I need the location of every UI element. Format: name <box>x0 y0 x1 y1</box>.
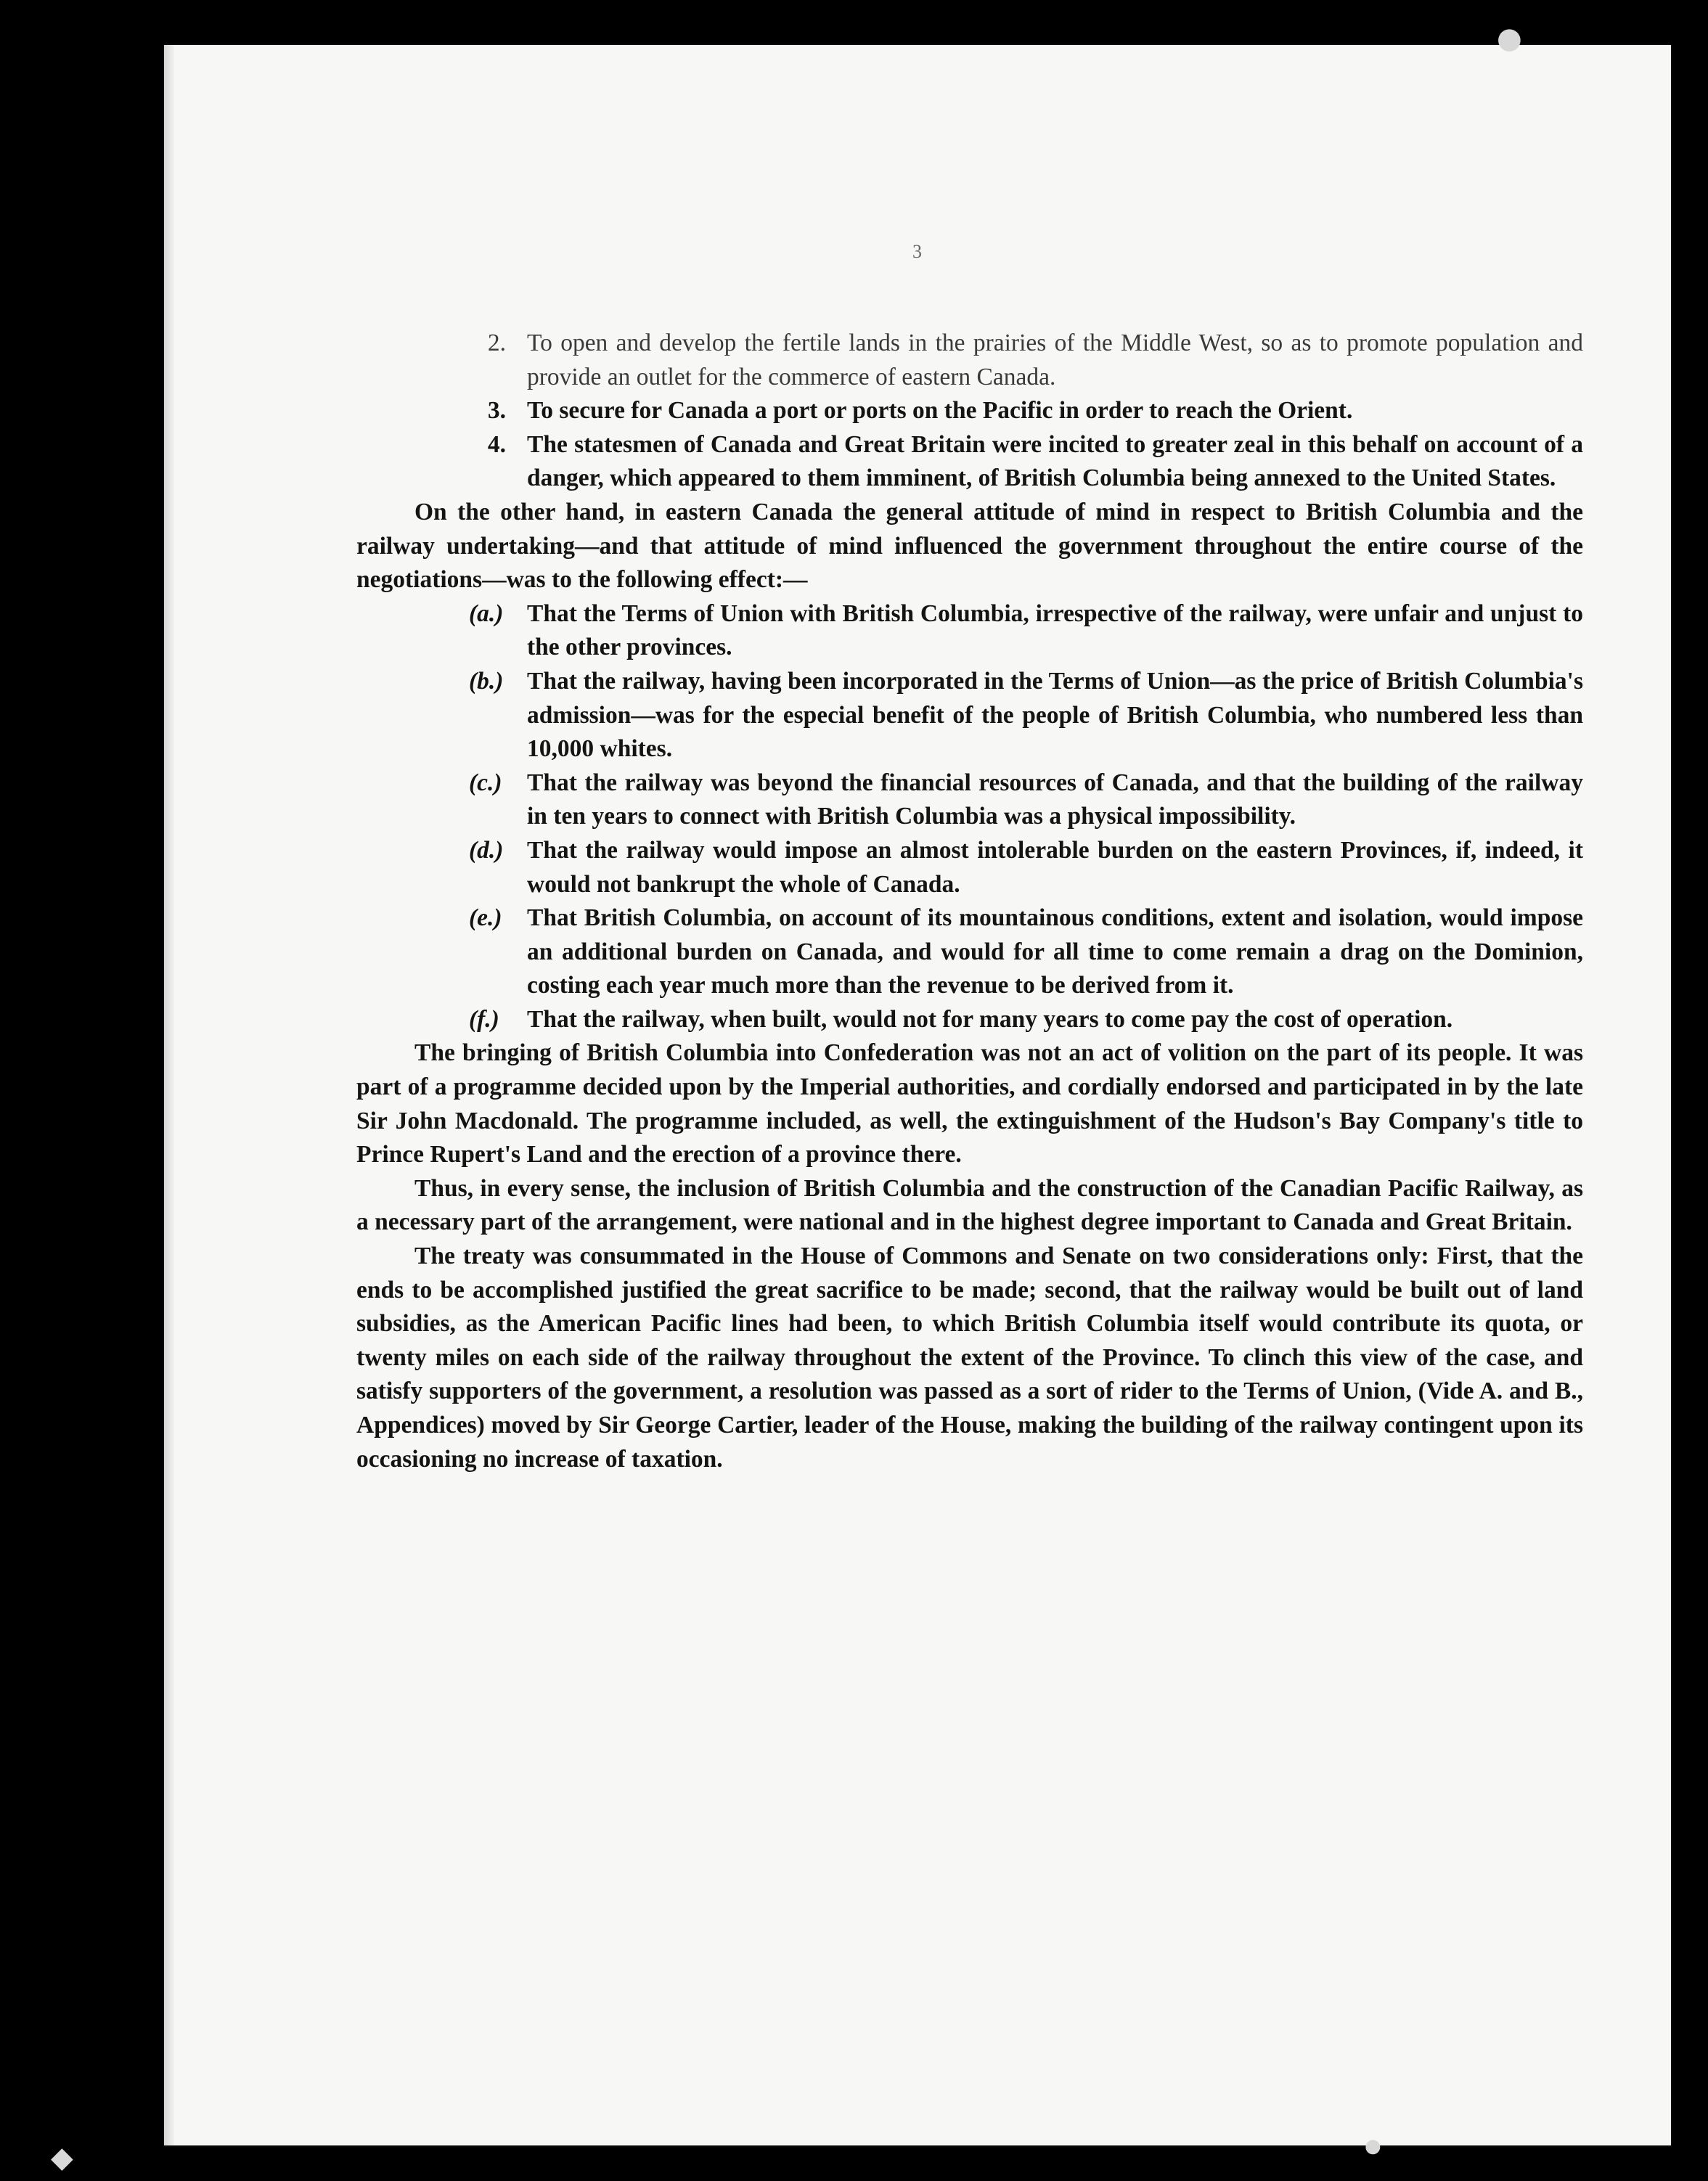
body-paragraph-treaty: The treaty was consummated in the House of Commons and Senate on two considerations only: First, that the ends to be accomplished justified the great sacrifice to be made; second, that the railway would be built out of land subsidies, as the American Pacific lines had been, to which British Columbia itself would contribute its quota, or twenty miles on each side of the railway throughout the extent of the Province. To clinch this view of the case, and satisfy supporters of the government, a resolution was passed as a sort of rider to the Terms of Union, (Vide A. and B., Appendices) moved by Sir George Cartier, leader of the House, making the building of the railway contingent upon its occasioning no increase of taxation. <box>356 1243 1583 1473</box>
lettered-item-text: That the railway, when built, would not for many years to come pay the cost of operation. <box>527 1005 1453 1033</box>
lettered-item-e <box>356 901 1583 1003</box>
lettered-item-marker: (e.) <box>469 904 502 932</box>
numbered-item-marker: 4. <box>487 430 506 458</box>
numbered-item-marker: 3. <box>487 397 506 425</box>
page-number: 3 <box>912 241 923 262</box>
lettered-item-c <box>356 766 1583 834</box>
lettered-item-text: That British Columbia, on account of its mountainous conditions, extent and isolation, would impose an additional burden on Canada, and would for all time to come remain a drag on the Dominion, costing each year much more than the revenue to be derived from it. <box>527 904 1583 999</box>
intro-paragraph: On the other hand, in eastern Canada the general attitude of mind in respect to British Columbia and the railway undertaking—and that attitude of mind influenced the government throughout the entire course of the negotiations—was to the following effect:— <box>356 498 1583 594</box>
numbered-list <box>356 327 1583 496</box>
page-gutter <box>164 45 174 2145</box>
numbered-item-4 <box>356 428 1583 496</box>
page-body <box>356 327 1583 1476</box>
numbered-item-text: To secure for Canada a port or ports on the Pacific in order to reach the Orient. <box>527 397 1353 425</box>
lettered-item-marker: (d.) <box>469 836 504 864</box>
body-paragraph-national-importance: Thus, in every sense, the inclusion of British Columbia and the construction of the Canadian Pacific Railway, as a necessary part of the arrangement, were national and in the highest degree important to Canada and Great Britain. <box>356 1174 1583 1236</box>
numbered-item-text: The statesmen of Canada and Great Britain were incited to greater zeal in this behalf on account of a danger, which appeared to them imminent, of British Columbia being annexed to the United States. <box>527 430 1583 492</box>
lettered-item-b <box>356 665 1583 766</box>
lettered-item-marker: (c.) <box>469 769 502 796</box>
lettered-item-marker: (b.) <box>469 667 504 695</box>
lettered-item-text: That the railway would impose an almost intolerable burden on the eastern Provinces, if, indeed, it would not bankrupt the whole of Canada. <box>527 836 1583 898</box>
body-paragraph-confederation: The bringing of British Columbia into Confederation was not an act of volition on the part of its people. It was part of a programme decided upon by the Imperial authorities, and cordially endorsed and participated in by the late Sir John Macdonald. The programme included, as well, the extinguishment of the Hudson's Bay Company's title to Prince Rupert's Land and the erection of a province there. <box>356 1039 1583 1169</box>
numbered-item-marker: 2. <box>487 330 506 356</box>
lettered-item-marker: (f.) <box>469 1005 499 1033</box>
scan-artifact-mark: ● <box>1365 2135 1381 2157</box>
numbered-item-3 <box>356 394 1583 428</box>
lettered-item-f <box>356 1003 1583 1037</box>
lettered-item-text: That the Terms of Union with British Columbia, irrespective of the railway, were unfair and unjust to the other provinces. <box>527 600 1583 661</box>
lettered-list <box>356 597 1583 1037</box>
lettered-item-d <box>356 834 1583 901</box>
scan-artifact-mark: ● <box>1497 22 1522 55</box>
numbered-item-text: To open and develop the fertile lands in the prairies of the Middle West, so as to promote population and provide an outlet for the commerce of eastern Canada. <box>527 330 1583 390</box>
numbered-item-2 <box>356 327 1583 394</box>
lettered-item-text: That the railway, having been incorporated in the Terms of Union—as the price of British Columbia's admission—was for the especial benefit of the people of British Columbia, who numbered less than 10,000 whites. <box>527 667 1583 763</box>
scan-artifact-mark: ◆ <box>51 2141 73 2174</box>
lettered-item-text: That the railway was beyond the financial resources of Canada, and that the building of the railway in ten years to connect with British Columbia was a physical impossibility. <box>527 769 1583 830</box>
lettered-item-marker: (a.) <box>469 600 504 627</box>
document-page <box>164 45 1671 2145</box>
lettered-item-a <box>356 597 1583 665</box>
